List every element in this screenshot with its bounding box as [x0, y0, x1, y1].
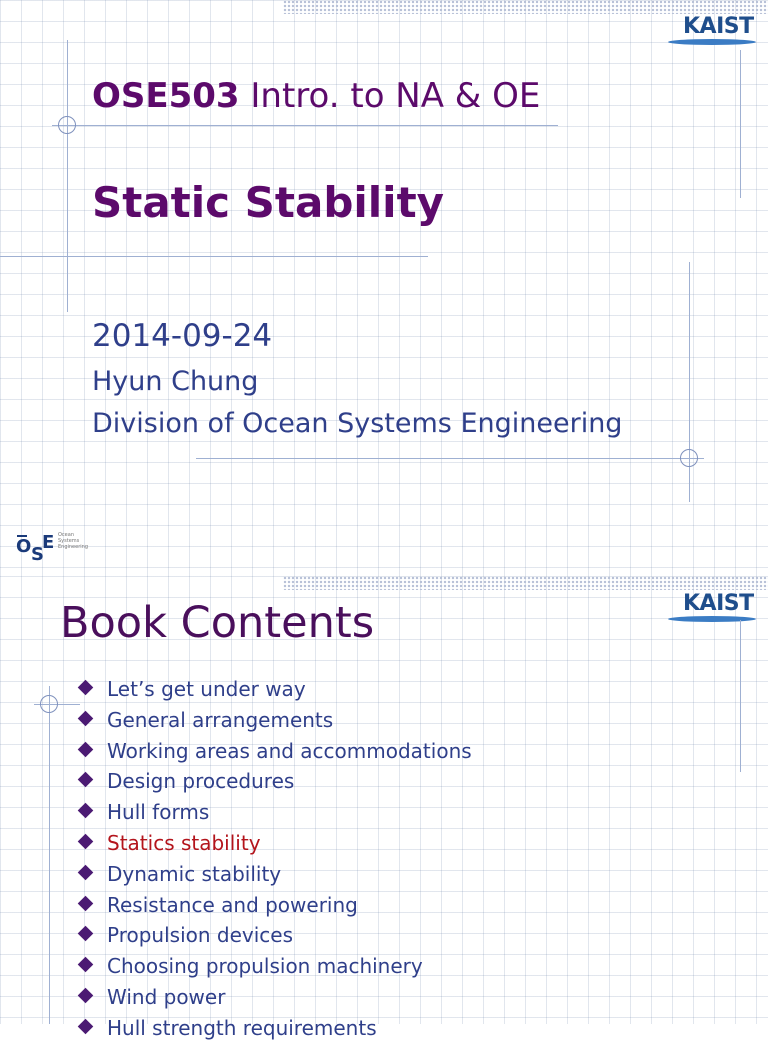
diamond-bullet-icon [78, 957, 94, 973]
course-code: OSE503 [92, 76, 240, 116]
decor-hline [196, 458, 704, 459]
list-item-label: Hull forms [107, 800, 210, 825]
kaist-logo: KAIST [683, 14, 754, 39]
diamond-bullet-icon [78, 741, 94, 757]
diamond-bullet-icon [78, 834, 94, 850]
diamond-bullet-icon [78, 711, 94, 727]
ose-logo-letter-o: O [16, 536, 32, 557]
list-item [78, 890, 472, 921]
diamond-bullet-icon [78, 988, 94, 1004]
list-item [78, 766, 472, 797]
contents-list [78, 674, 472, 1044]
decor-circle [58, 116, 76, 134]
diamond-bullet-icon [78, 865, 94, 881]
decor-vline [49, 686, 50, 1024]
list-item [78, 674, 472, 705]
diamond-bullet-icon [78, 772, 94, 788]
decor-circle [680, 449, 698, 467]
diamond-bullet-icon [78, 680, 94, 696]
list-item [78, 920, 472, 951]
decor-vline [67, 40, 68, 312]
list-item-label: Statics stability [107, 830, 261, 855]
list-item-label: Choosing propulsion machinery [107, 954, 423, 979]
list-item-label: Resistance and powering [107, 892, 358, 917]
list-item-label: Propulsion devices [107, 923, 294, 948]
author-name: Hyun Chung [92, 366, 259, 397]
diamond-bullet-icon [78, 803, 94, 819]
list-item [78, 1013, 472, 1044]
kaist-logo: KAIST [683, 591, 754, 616]
course-name: Intro. to NA & OE [250, 76, 541, 116]
ose-logo-mark [16, 530, 56, 566]
section-heading: Book Contents [60, 598, 375, 648]
list-item-label: Hull strength requirements [107, 1015, 377, 1040]
list-item-label: Working areas and accommodations [107, 738, 472, 763]
ose-logo-text-line: Ocean [58, 532, 74, 538]
list-item [78, 982, 472, 1013]
list-item [78, 797, 472, 828]
diamond-bullet-icon [78, 1018, 94, 1034]
author-division: Division of Ocean Systems Engineering [92, 408, 623, 439]
list-item-label: Design procedures [107, 769, 295, 794]
ose-logo-text [58, 532, 88, 550]
dotted-band [283, 0, 768, 14]
dotted-band [283, 576, 768, 590]
ose-logo-text-line: Systems [58, 538, 80, 544]
diamond-bullet-icon [78, 926, 94, 942]
decor-hline [52, 125, 558, 126]
list-item [78, 705, 472, 736]
list-item-label: Let’s get under way [107, 677, 306, 701]
kaist-logo-swoosh [668, 616, 756, 622]
contents-slide [0, 576, 768, 1040]
ose-logo-letter-e: E [42, 532, 55, 553]
diamond-bullet-icon [78, 895, 94, 911]
ose-logo-letter-s: S [31, 544, 44, 565]
list-item [78, 951, 472, 982]
ose-logo [16, 530, 88, 566]
kaist-logo-swoosh [668, 39, 756, 45]
decor-vline [740, 620, 741, 772]
decor-circle [40, 695, 58, 713]
list-item-label: Wind power [107, 984, 226, 1009]
slide-title: Static Stability [92, 178, 445, 227]
course-title [92, 76, 540, 116]
list-item-label: Dynamic stability [107, 861, 282, 886]
list-item [78, 859, 472, 890]
decor-hline [0, 256, 428, 257]
decor-vline [740, 50, 741, 198]
list-item-label: General arrangements [107, 707, 334, 732]
ose-logo-text-line: Engineering [58, 544, 88, 550]
presentation-date: 2014-09-24 [92, 318, 273, 354]
list-item [78, 828, 472, 859]
list-item [78, 736, 472, 767]
